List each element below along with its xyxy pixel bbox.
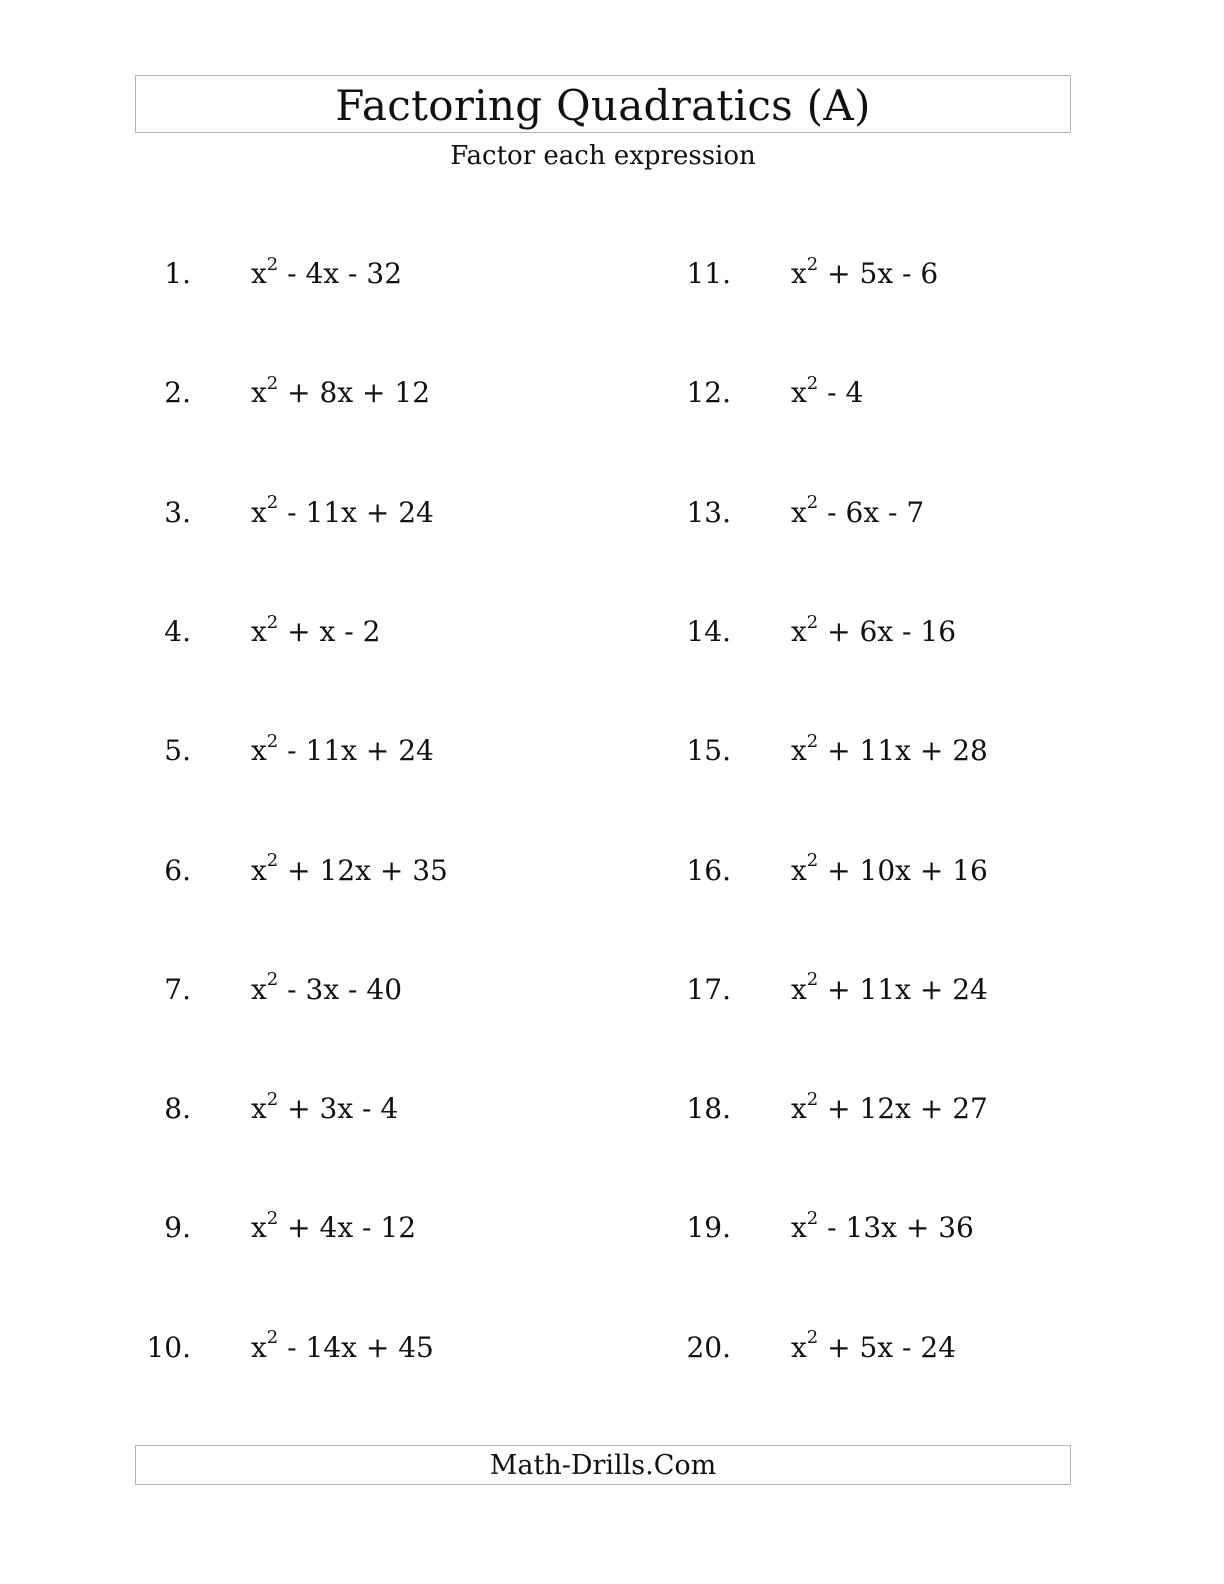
expression-base: x xyxy=(791,495,807,529)
expression-base: x xyxy=(251,972,267,1006)
problem-item xyxy=(0,851,1224,891)
problem-number: 9. xyxy=(164,1211,191,1245)
expression-exponent: 2 xyxy=(266,730,279,752)
expression-terms: + 5x - 24 xyxy=(818,1330,957,1364)
expression-base: x xyxy=(791,972,807,1006)
expression-terms: + 12x + 27 xyxy=(818,1092,988,1126)
problem-number: 13. xyxy=(686,495,731,529)
expression-exponent: 2 xyxy=(806,1208,819,1230)
problem-number: 3. xyxy=(164,495,191,529)
problem-item xyxy=(0,1208,1224,1248)
expression-terms: - 11x + 24 xyxy=(278,734,434,768)
expression-terms: - 3x - 40 xyxy=(278,972,403,1006)
expression-base: x xyxy=(791,376,807,410)
expression-exponent: 2 xyxy=(806,372,819,394)
expression-base: x xyxy=(251,1092,267,1126)
problem-number: 19. xyxy=(686,1211,731,1245)
expression-base: x xyxy=(791,734,807,768)
problem-number: 11. xyxy=(686,257,731,290)
expression-exponent: 2 xyxy=(266,1327,279,1349)
problem-expression xyxy=(791,493,924,533)
expression-exponent: 2 xyxy=(266,611,279,633)
problem-expression xyxy=(791,851,988,891)
expression-terms: - 14x + 45 xyxy=(278,1330,434,1364)
problem-number: 7. xyxy=(164,972,191,1006)
expression-base: x xyxy=(251,1211,267,1245)
expression-terms: - 13x + 36 xyxy=(818,1211,974,1245)
problem-expression xyxy=(791,1089,988,1129)
problem-number: 18. xyxy=(686,1092,731,1126)
problem-expression xyxy=(791,970,988,1010)
problem-number: 4. xyxy=(164,614,191,648)
problem-expression xyxy=(791,254,938,294)
expression-exponent: 2 xyxy=(806,253,819,275)
expression-terms: + x - 2 xyxy=(278,614,381,648)
expression-exponent: 2 xyxy=(806,611,819,633)
expression-exponent: 2 xyxy=(806,1327,819,1349)
expression-exponent: 2 xyxy=(266,969,279,991)
expression-terms: + 4x - 12 xyxy=(278,1211,417,1245)
problem-item xyxy=(0,731,1224,771)
expression-exponent: 2 xyxy=(266,253,279,275)
footer-source: Math-Drills.Com xyxy=(489,1450,717,1481)
expression-base: x xyxy=(251,1330,267,1364)
instructions: Factor each expression xyxy=(450,141,756,171)
expression-base: x xyxy=(251,376,267,410)
problem-item xyxy=(0,1089,1224,1129)
expression-terms: + 12x + 35 xyxy=(278,853,448,887)
problem-number: 17. xyxy=(686,972,731,1006)
expression-base: x xyxy=(791,257,807,290)
problem-number: 12. xyxy=(686,376,731,410)
expression-base: x xyxy=(251,734,267,768)
problem-item xyxy=(0,970,1224,1010)
expression-exponent: 2 xyxy=(806,492,819,514)
expression-terms: - 4 xyxy=(818,376,864,410)
expression-base: x xyxy=(251,257,267,290)
problem-expression xyxy=(791,373,863,413)
problem-number: 1. xyxy=(164,257,191,290)
expression-base: x xyxy=(791,614,807,648)
problem-number: 10. xyxy=(146,1330,191,1364)
page-title: Factoring Quadratics (A) xyxy=(335,81,871,130)
expression-terms: + 3x - 4 xyxy=(278,1092,399,1126)
expression-base: x xyxy=(791,1092,807,1126)
problem-item xyxy=(0,373,1224,413)
expression-terms: - 6x - 7 xyxy=(818,495,925,529)
expression-base: x xyxy=(791,853,807,887)
expression-base: x xyxy=(251,495,267,529)
problem-number: 2. xyxy=(164,376,191,410)
expression-terms: + 6x - 16 xyxy=(818,614,957,648)
expression-exponent: 2 xyxy=(806,850,819,872)
problem-number: 5. xyxy=(164,734,191,768)
expression-base: x xyxy=(791,1330,807,1364)
problem-item xyxy=(0,254,1224,294)
expression-exponent: 2 xyxy=(806,730,819,752)
problem-number: 8. xyxy=(164,1092,191,1126)
problem-expression xyxy=(791,1328,956,1368)
problem-expression xyxy=(791,612,956,652)
expression-exponent: 2 xyxy=(806,1088,819,1110)
problem-item xyxy=(0,493,1224,533)
expression-terms: + 11x + 24 xyxy=(818,972,988,1006)
problem-item xyxy=(0,612,1224,652)
problem-expression xyxy=(791,1208,974,1248)
problem-number: 15. xyxy=(686,734,731,768)
problem-item xyxy=(0,1328,1224,1368)
problem-number: 6. xyxy=(164,853,191,887)
problem-number: 14. xyxy=(686,614,731,648)
expression-terms: - 11x + 24 xyxy=(278,495,434,529)
expression-exponent: 2 xyxy=(266,850,279,872)
expression-exponent: 2 xyxy=(266,372,279,394)
expression-terms: + 5x - 6 xyxy=(818,257,939,290)
expression-terms: + 8x + 12 xyxy=(278,376,431,410)
expression-terms: + 11x + 28 xyxy=(818,734,988,768)
problem-number: 16. xyxy=(686,853,731,887)
expression-base: x xyxy=(251,853,267,887)
expression-terms: + 10x + 16 xyxy=(818,853,988,887)
expression-base: x xyxy=(251,614,267,648)
expression-exponent: 2 xyxy=(266,492,279,514)
problem-expression xyxy=(791,731,988,771)
expression-exponent: 2 xyxy=(266,1088,279,1110)
problem-number: 20. xyxy=(686,1330,731,1364)
expression-terms: - 4x - 32 xyxy=(278,257,403,290)
expression-exponent: 2 xyxy=(806,969,819,991)
expression-base: x xyxy=(791,1211,807,1245)
expression-exponent: 2 xyxy=(266,1208,279,1230)
